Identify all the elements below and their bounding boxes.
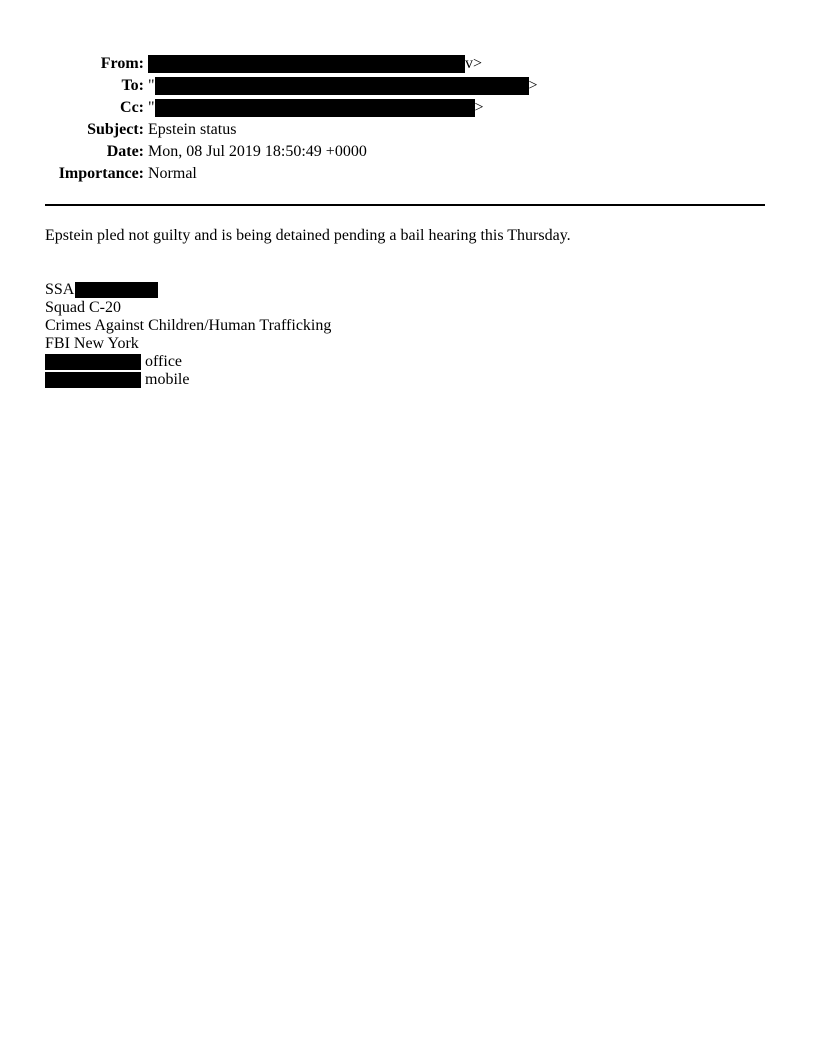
to-prefix: " [148, 77, 155, 94]
cc-value [148, 97, 538, 119]
to-suffix: > [528, 77, 538, 94]
email-header [40, 53, 538, 185]
to-label: To: [121, 77, 144, 94]
header-divider [45, 204, 765, 206]
from-value [148, 53, 538, 75]
subject-label: Subject: [87, 121, 144, 138]
signature-office-line [45, 353, 331, 371]
signature-name-redaction [75, 282, 158, 298]
mobile-phone-label: mobile [145, 371, 190, 388]
signature-squad: Squad C-20 [45, 299, 121, 316]
signature-title: SSA [45, 281, 74, 298]
cc-row [40, 97, 538, 119]
date-value: Mon, 08 Jul 2019 18:50:49 +0000 [148, 143, 367, 160]
office-phone-label: office [145, 353, 183, 370]
signature-block [45, 281, 331, 389]
to-row [40, 75, 538, 97]
signature-unit: Crimes Against Children/Human Trafficking [45, 317, 332, 334]
importance-label: Importance: [58, 165, 144, 182]
cc-label: Cc: [120, 99, 144, 116]
from-row [40, 53, 538, 75]
to-redaction [155, 77, 529, 95]
cc-prefix: " [148, 99, 155, 116]
importance-row [40, 163, 538, 185]
to-value [148, 75, 538, 97]
subject-row [40, 119, 538, 141]
importance-value: Normal [148, 165, 197, 182]
mobile-phone-redaction [45, 372, 141, 388]
office-phone-redaction [45, 354, 141, 370]
from-suffix: v> [465, 55, 483, 72]
date-label: Date: [106, 143, 144, 160]
signature-title-line [45, 281, 331, 299]
date-row [40, 141, 538, 163]
signature-office-name: FBI New York [45, 335, 139, 352]
cc-redaction [155, 99, 475, 117]
from-redaction [148, 55, 465, 73]
signature-mobile-line [45, 371, 331, 389]
cc-suffix: > [474, 99, 484, 116]
from-label: From: [100, 55, 144, 72]
message-body: Epstein pled not guilty and is being detained pending a bail hearing this Thursday. [45, 227, 571, 244]
subject-value: Epstein status [148, 121, 237, 138]
